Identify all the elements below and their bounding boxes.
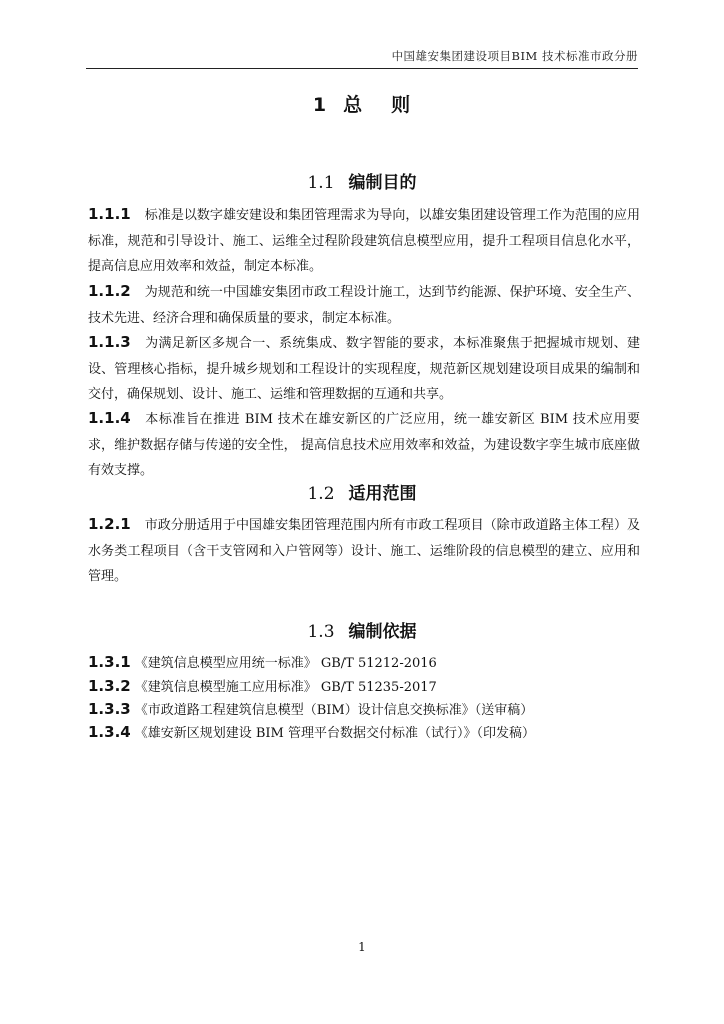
reference-1-3-2 (88, 675, 648, 699)
chapter-title-part-1: 总 (343, 94, 364, 116)
clause-number: 1.3.4 (88, 723, 131, 741)
section-number: 1.2 (307, 484, 335, 504)
reference-text: 《建筑信息模型施工应用标准》 GB/T 51235-2017 (134, 680, 437, 695)
clause-number: 1.3.1 (88, 653, 131, 671)
clause-text: 为满足新区多规合一、系统集成、数字智能的要求，本标准聚焦于把握城市规划、建设、管理核心指标，提升城乡规划和工程设计的实现程度，规范新区规划建设项目成果的编制和交付，确保规划、设计、施工、运维和管理数据的互通和共享。 (88, 336, 640, 402)
clause-number: 1.1.4 (88, 409, 131, 427)
section-number: 1.1 (307, 173, 335, 193)
reference-text: 《市政道路工程建筑信息模型（BIM）设计信息交换标准》（送审稿） (134, 703, 534, 718)
clause-1-1-1 (88, 202, 640, 280)
clause-text: 市政分册适用于中国雄安集团管理范围内所有市政工程项目（除市政道路主体工程）及水务类工程项目（含干支管网和入户管网等）设计、施工、运维阶段的信息模型的建立、应用和管理。 (88, 518, 640, 584)
clause-1-1-3 (88, 330, 640, 408)
section-label: 适用范围 (348, 484, 417, 504)
page-number: 1 (358, 940, 366, 954)
clause-number: 1.1.2 (88, 282, 131, 300)
clause-number: 1.3.2 (88, 677, 131, 695)
chapter-title (0, 90, 724, 117)
section-label: 编制依据 (348, 622, 417, 642)
reference-text: 《雄安新区规划建设 BIM 管理平台数据交付标准（试行）》（印发稿） (134, 726, 535, 741)
section-title-1-1 (0, 168, 724, 193)
reference-1-3-4 (88, 721, 648, 745)
clause-1-1-4 (88, 406, 640, 484)
clause-number: 1.2.1 (88, 515, 131, 533)
clause-number: 1.1.1 (88, 205, 131, 223)
section-label: 编制目的 (348, 173, 417, 193)
reference-1-3-1 (88, 651, 648, 675)
clause-1-1-2 (88, 279, 640, 331)
running-header: 中国雄安集团建设项目BIM 技术标准市政分册 (86, 48, 638, 69)
clause-text: 本标准旨在推进 BIM 技术在雄安新区的广泛应用，统一雄安新区 BIM 技术应用要求，维护数据存储与传递的安全性， 提高信息技术应用效率和效益，为建设数字孪生城市底座做有效支撑。 (88, 412, 640, 478)
section-title-1-3 (0, 617, 724, 642)
clause-number: 1.3.3 (88, 700, 131, 718)
clause-number: 1.1.3 (88, 333, 131, 351)
clause-text: 标准是以数字雄安建设和集团管理需求为导向，以雄安集团建设管理工作为范围的应用标准，规范和引导设计、施工、运维全过程阶段建筑信息模型应用，提升工程项目信息化水平，提高信息应用效率和效益，制定本标准。 (88, 208, 640, 274)
reference-1-3-3 (88, 698, 648, 722)
chapter-title-part-2: 则 (391, 94, 412, 116)
clause-text: 为规范和统一中国雄安集团市政工程设计施工，达到节约能源、保护环境、安全生产、技术先进、经济合理和确保质量的要求，制定本标准。 (88, 285, 640, 326)
clause-1-2-1 (88, 512, 640, 590)
chapter-number: 1 (312, 94, 328, 116)
reference-text: 《建筑信息模型应用统一标准》 GB/T 51212-2016 (134, 656, 437, 671)
section-title-1-2 (0, 479, 724, 504)
section-number: 1.3 (307, 622, 335, 642)
